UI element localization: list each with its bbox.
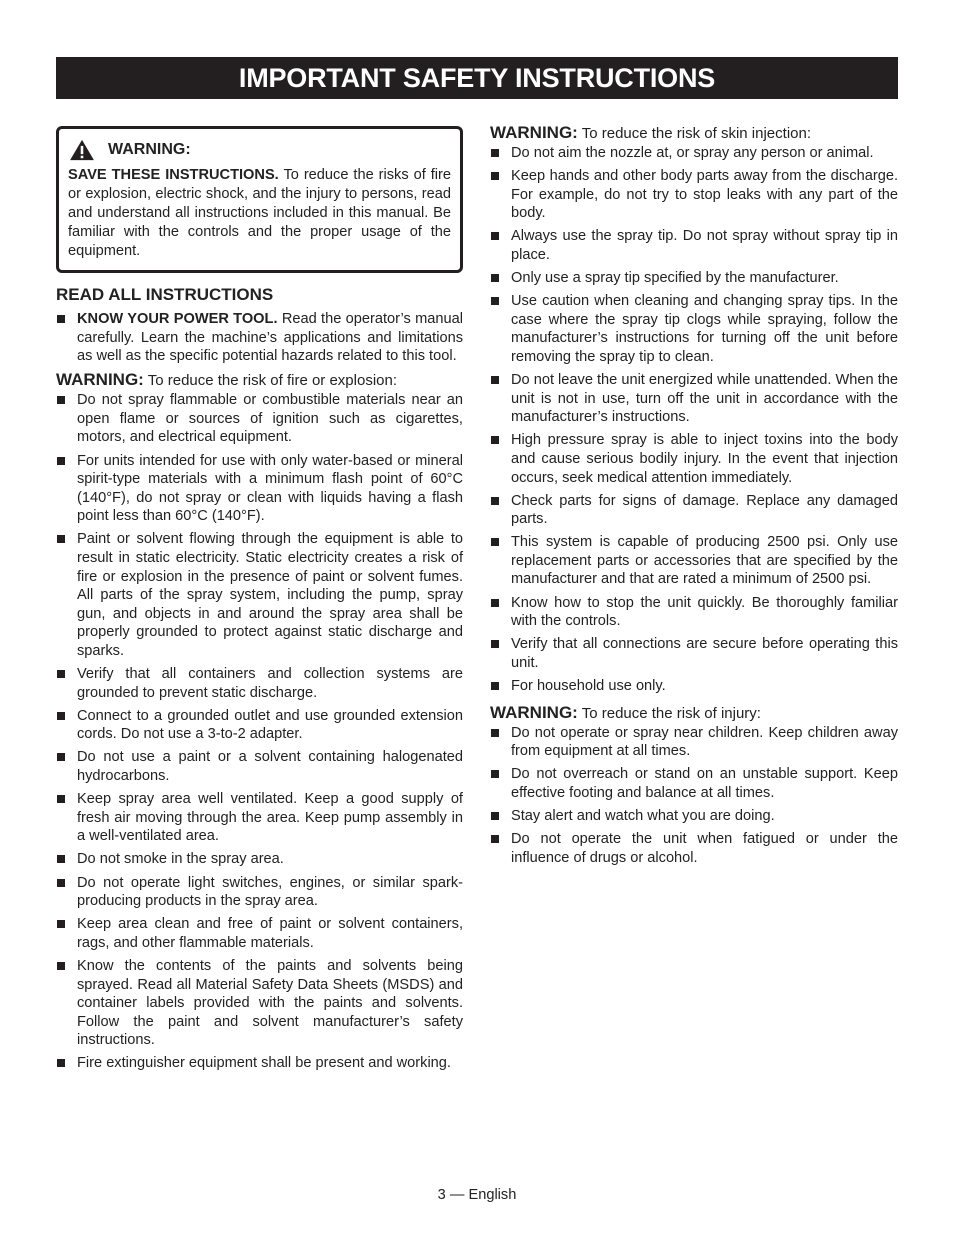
list-item-text: Do not aim the nozzle at, or spray any person or animal. — [511, 145, 874, 161]
list-item-text: Always use the spray tip. Do not spray without spray tip in place. — [511, 228, 898, 263]
bullet-square-icon — [57, 670, 65, 678]
list-item-text: Do not leave the unit energized while unattended. When the unit is not in use, turn off the unit in accordance with the manufacturer’s instructions. — [511, 372, 898, 426]
bullet-square-icon — [491, 376, 499, 384]
list-item-text: Keep area clean and free of paint or solvent containers, rags, and other flammable materials. — [77, 916, 463, 951]
bullet-square-icon — [57, 795, 65, 803]
list-item — [490, 594, 898, 631]
list-item-text: Do not spray flammable or combustible materials near an open flame or sources of ignition such as cigarettes, motors, and electrical equipment. — [77, 392, 463, 446]
left-column — [56, 126, 463, 1077]
list-item — [490, 807, 898, 826]
list-item — [56, 957, 463, 1050]
warning-text: To reduce the risk of injury: — [577, 704, 761, 722]
list-item-text: Do not operate or spray near children. Keep children away from equipment at all times. — [511, 724, 898, 760]
list-item — [490, 292, 898, 366]
warning-label: WARNING: — [56, 370, 144, 390]
list-item-text: For household use only. — [511, 677, 666, 694]
bullet-square-icon — [57, 855, 65, 863]
list-item-text: Do not use a paint or a solvent containing halogenated hydrocarbons. — [77, 749, 463, 785]
skin-warning-list — [490, 144, 898, 696]
bullet-square-icon — [57, 396, 65, 404]
list-item — [56, 850, 463, 869]
warning-box-body — [68, 166, 451, 261]
bullet-square-icon — [57, 920, 65, 928]
list-item-text: Use caution when cleaning and changing spray tips. In the case where the spray tip clogs while spraying, follow the manufacturer’s instructions for turning off the unit before removing the spray tip to clean. — [511, 293, 898, 365]
page-footer: 3 — English — [437, 1187, 517, 1203]
bullet-square-icon — [57, 753, 65, 761]
bullet-square-icon — [491, 729, 499, 737]
bullet-square-icon — [57, 1059, 65, 1067]
bullet-square-icon — [57, 712, 65, 720]
warning-triangle-icon — [68, 139, 96, 161]
injury-warning-list — [490, 724, 898, 868]
bullet-square-icon — [491, 149, 499, 157]
list-item — [56, 748, 463, 785]
list-item — [56, 665, 463, 702]
bullet-square-icon — [491, 297, 499, 305]
list-item — [56, 707, 463, 744]
list-item-text: Keep hands and other body parts away from the discharge. For example, do not try to stop leaks with any part of the body. — [511, 168, 898, 222]
list-item-text: For units intended for use with only water-based or mineral spirit-type materials with a minimum flash point of 60°C (140°F), do not spray or clean with liquids having a flash point less than 60°C (140°F). — [77, 452, 463, 525]
list-item — [490, 431, 898, 487]
bullet-square-icon — [57, 315, 65, 323]
warning-label: WARNING: — [490, 702, 578, 722]
list-item-text: Stay alert and watch what you are doing. — [511, 807, 775, 824]
warning-box-lead: SAVE THESE INSTRUCTIONS. — [68, 167, 279, 183]
list-item — [490, 830, 898, 867]
warning-box-text: To reduce the risks of fire or explosion, electric shock, and the injury to persons, read and understand all instructions included in this manual. Be familiar with the controls and the proper usage of the equipment. — [68, 167, 451, 259]
list-item — [490, 724, 898, 761]
list-item-lead: KNOW YOUR POWER TOOL. — [77, 311, 278, 327]
list-item — [56, 874, 463, 911]
list-item-text: Paint or solvent flowing through the equipment is able to result in static electricity. Static electricity creates a risk of fire or explosion in the presence of paint or solvent fumes. All parts of the spray system, including the pump, spray gun, and objects in and around the spray area shall be properly grounded to protect against static discharge and sparks. — [77, 531, 463, 659]
bullet-square-icon — [491, 172, 499, 180]
bullet-square-icon — [491, 682, 499, 690]
list-item-text: Keep spray area well ventilated. Keep a good supply of fresh air moving through the area. Keep pump assembly in a well-ventilated area. — [77, 791, 463, 845]
read-all-heading: READ ALL INSTRUCTIONS — [56, 285, 274, 304]
right-column — [490, 123, 898, 872]
bullet-square-icon — [57, 962, 65, 970]
list-item — [56, 1054, 463, 1073]
list-item — [56, 310, 463, 366]
list-item-text: Verify that all containers and collection systems are grounded to prevent static discharge. — [77, 666, 463, 701]
warning-box — [56, 126, 463, 273]
list-item — [56, 915, 463, 952]
list-item-text: High pressure spray is able to inject toxins into the body and cause serious bodily injury. In the event that injection occurs, seek medical attention immediately. — [511, 432, 898, 486]
bullet-square-icon — [491, 770, 499, 778]
bullet-square-icon — [57, 535, 65, 543]
list-item-text: Verify that all connections are secure before operating this unit. — [511, 636, 898, 671]
bullet-square-icon — [57, 457, 65, 465]
list-item-text: Only use a spray tip specified by the manufacturer. — [511, 270, 839, 287]
skin-warning-heading — [490, 123, 898, 143]
bullet-square-icon — [491, 812, 499, 820]
list-item — [490, 371, 898, 427]
list-item-text: Know how to stop the unit quickly. Be thoroughly familiar with the controls. — [511, 594, 898, 630]
page-title: IMPORTANT SAFETY INSTRUCTIONS — [56, 57, 898, 99]
warning-text: To reduce the risk of skin injection: — [577, 125, 812, 142]
list-item-text: Do not operate the unit when fatigued or under the influence of drugs or alcohol. — [511, 831, 898, 866]
list-item — [490, 677, 898, 696]
bullet-square-icon — [491, 538, 499, 546]
list-item — [490, 227, 898, 264]
list-item — [490, 167, 898, 223]
bullet-square-icon — [57, 879, 65, 887]
list-item-text: Connect to a grounded outlet and use grounded extension cords. Do not use a 3-to-2 adapter. — [77, 707, 463, 743]
bullet-square-icon — [491, 274, 499, 282]
read-all-list — [56, 310, 463, 366]
list-item — [490, 635, 898, 672]
list-item-text: This system is capable of producing 2500 psi. Only use replacement parts or accessories that are specified by the manufacturer and that are rated a minimum of 2500 psi. — [511, 534, 898, 588]
fire-warning-heading — [56, 370, 463, 390]
list-item — [490, 144, 898, 163]
warning-box-header — [68, 139, 451, 161]
list-item — [490, 269, 898, 288]
list-item — [490, 533, 898, 589]
list-item-text: Do not overreach or stand on an unstable support. Keep effective footing and balance at all times. — [511, 766, 898, 801]
list-item-text: Read the operator’s manual carefully. Learn the machine’s applications and limitations as well as the specific potential hazards related to this tool. — [77, 311, 463, 365]
bullet-square-icon — [491, 640, 499, 648]
list-item-text: Check parts for signs of damage. Replace any damaged parts. — [511, 492, 898, 528]
list-item-text: Do not operate light switches, engines, or similar spark-producing products in the spray area. — [77, 874, 463, 910]
list-item-text: Know the contents of the paints and solvents being sprayed. Read all Material Safety Data Sheets (MSDS) and container labels provided with the paints and solvents. Follow the paint and solvent manufacturer’s safety instructions. — [77, 957, 463, 1049]
bullet-square-icon — [491, 599, 499, 607]
fire-warning-list — [56, 391, 463, 1073]
list-item — [490, 765, 898, 802]
list-item — [56, 530, 463, 660]
list-item-text: Fire extinguisher equipment shall be present and working. — [77, 1055, 451, 1072]
injury-warning-heading — [490, 703, 898, 723]
bullet-square-icon — [491, 232, 499, 240]
list-item — [56, 452, 463, 526]
list-item — [56, 391, 463, 447]
bullet-square-icon — [491, 497, 499, 505]
list-item — [490, 492, 898, 529]
warning-text: To reduce the risk of fire or explosion: — [143, 372, 398, 390]
bullet-square-icon — [491, 436, 499, 444]
list-item-text: Do not smoke in the spray area. — [77, 851, 284, 868]
warning-label: WARNING: — [490, 123, 578, 142]
warning-box-title: WARNING: — [108, 141, 191, 158]
list-item — [56, 790, 463, 846]
bullet-square-icon — [491, 835, 499, 843]
